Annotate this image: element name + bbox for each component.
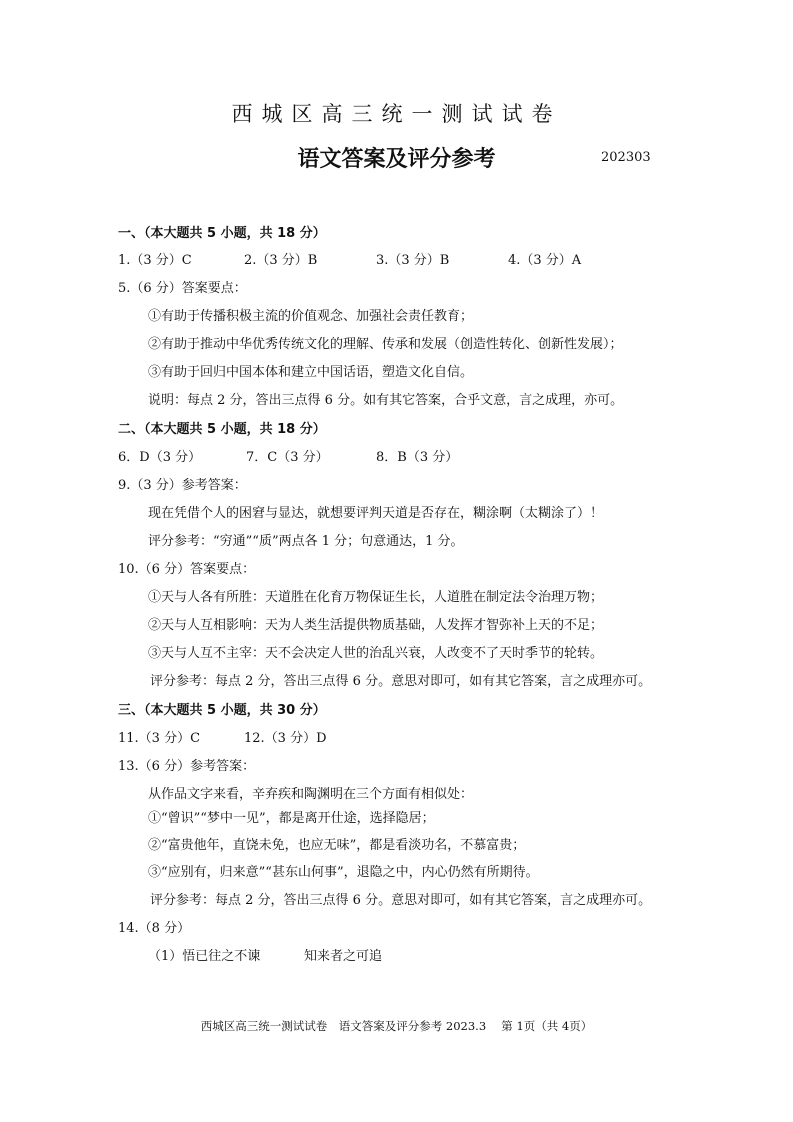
page-footer: 西城区高三统一测试试卷 语文答案及评分参考 2023.3 第 1页（共 4页） (200, 1019, 593, 1033)
section-1-heading: 一、（本大题共 5 小题，共 18 分） (118, 226, 326, 241)
answer-q2: 2.（3 分）B (244, 253, 318, 268)
q10-point-1: ①天与人各有所胜：天道胜在化育万物保证生长，人道胜在制定法令治理万物； (148, 590, 604, 605)
q9-note: 评分参考：“穷通”“质”两点各 1 分；句意通达，1 分。 (148, 534, 464, 549)
q10-point-3: ③天与人互不主宰：天不会决定人世的治乱兴衰，人改变不了天时季节的轮转。 (148, 646, 604, 661)
q14-part-1-line-a: （1）悟已往之不谏 (148, 949, 261, 964)
q13-note: 评分参考：每点 2 分，答出三点得 6 分。意思对即可，如有其它答案，言之成理亦可。 (150, 893, 652, 908)
document-date: 202303 (601, 150, 651, 165)
section-2-heading: 二、（本大题共 5 小题，共 18 分） (118, 422, 326, 437)
q13-heading: 13.（6 分）参考答案： (118, 759, 256, 774)
answer-q3: 3.（3 分）B (376, 253, 450, 268)
q13-point-3: ③“应别有，归来意”“甚东山何事”，退隐之中，内心仍然有所期待。 (148, 865, 539, 880)
answer-q11: 11.（3 分）C (118, 731, 201, 746)
q14-part-1-line-b: 知来者之可追 (304, 949, 383, 964)
q13-point-2: ②“富贵他年，直饶未免，也应无味”，都是看淡功名，不慕富贵； (148, 838, 526, 853)
answer-q8: 8．B（3 分） (376, 450, 459, 465)
q10-note: 评分参考：每点 2 分，答出三点得 6 分。意思对即可，如有其它答案，言之成理亦可。 (150, 674, 652, 689)
section-3-heading: 三、（本大题共 5 小题，共 30 分） (118, 703, 326, 718)
answer-q12: 12.（3 分）D (244, 731, 327, 746)
answer-q1: 1.（3 分）C (118, 253, 192, 268)
q10-heading: 10.（6 分）答案要点： (118, 562, 256, 577)
q13-intro: 从作品文字来看，辛弃疾和陶渊明在三个方面有相似处： (148, 787, 474, 802)
q14-heading: 14.（8 分） (118, 921, 191, 936)
q9-heading: 9.（3 分）参考答案： (118, 478, 247, 493)
q9-answer: 现在凭借个人的困窘与显达，就想要评判天道是否存在，糊涂啊（太糊涂了）！ (148, 506, 604, 521)
q13-point-1: ①“曾识”“梦中一见”，都是离开仕途，选择隐居； (148, 811, 435, 826)
q5-note: 说明：每点 2 分，答出三点得 6 分。如有其它答案，合乎文意，言之成理，亦可。 (148, 393, 624, 408)
document-subtitle: 语文答案及评分参考 (297, 147, 496, 172)
q5-point-2: ②有助于推动中华优秀传统文化的理解、传承和发展（创造性转化、创新性发展）； (148, 337, 623, 352)
q5-point-1: ①有助于传播积极主流的价值观念、加强社会责任教育； (148, 309, 474, 324)
answer-q6: 6．D（3 分） (118, 450, 202, 465)
q5-heading: 5.（6 分）答案要点： (118, 281, 247, 296)
q10-point-2: ②天与人互相影响：天为人类生活提供物质基础，人发挥才智弥补上天的不足； (148, 618, 604, 633)
answer-q7: 7．C（3 分） (246, 450, 329, 465)
q5-point-3: ③有助于回归中国本体和建立中国话语，塑造文化自信。 (148, 365, 474, 380)
answer-q4: 4.（3 分）A (508, 253, 582, 268)
exam-title: 西城区高三统一测试试卷 (231, 102, 562, 126)
